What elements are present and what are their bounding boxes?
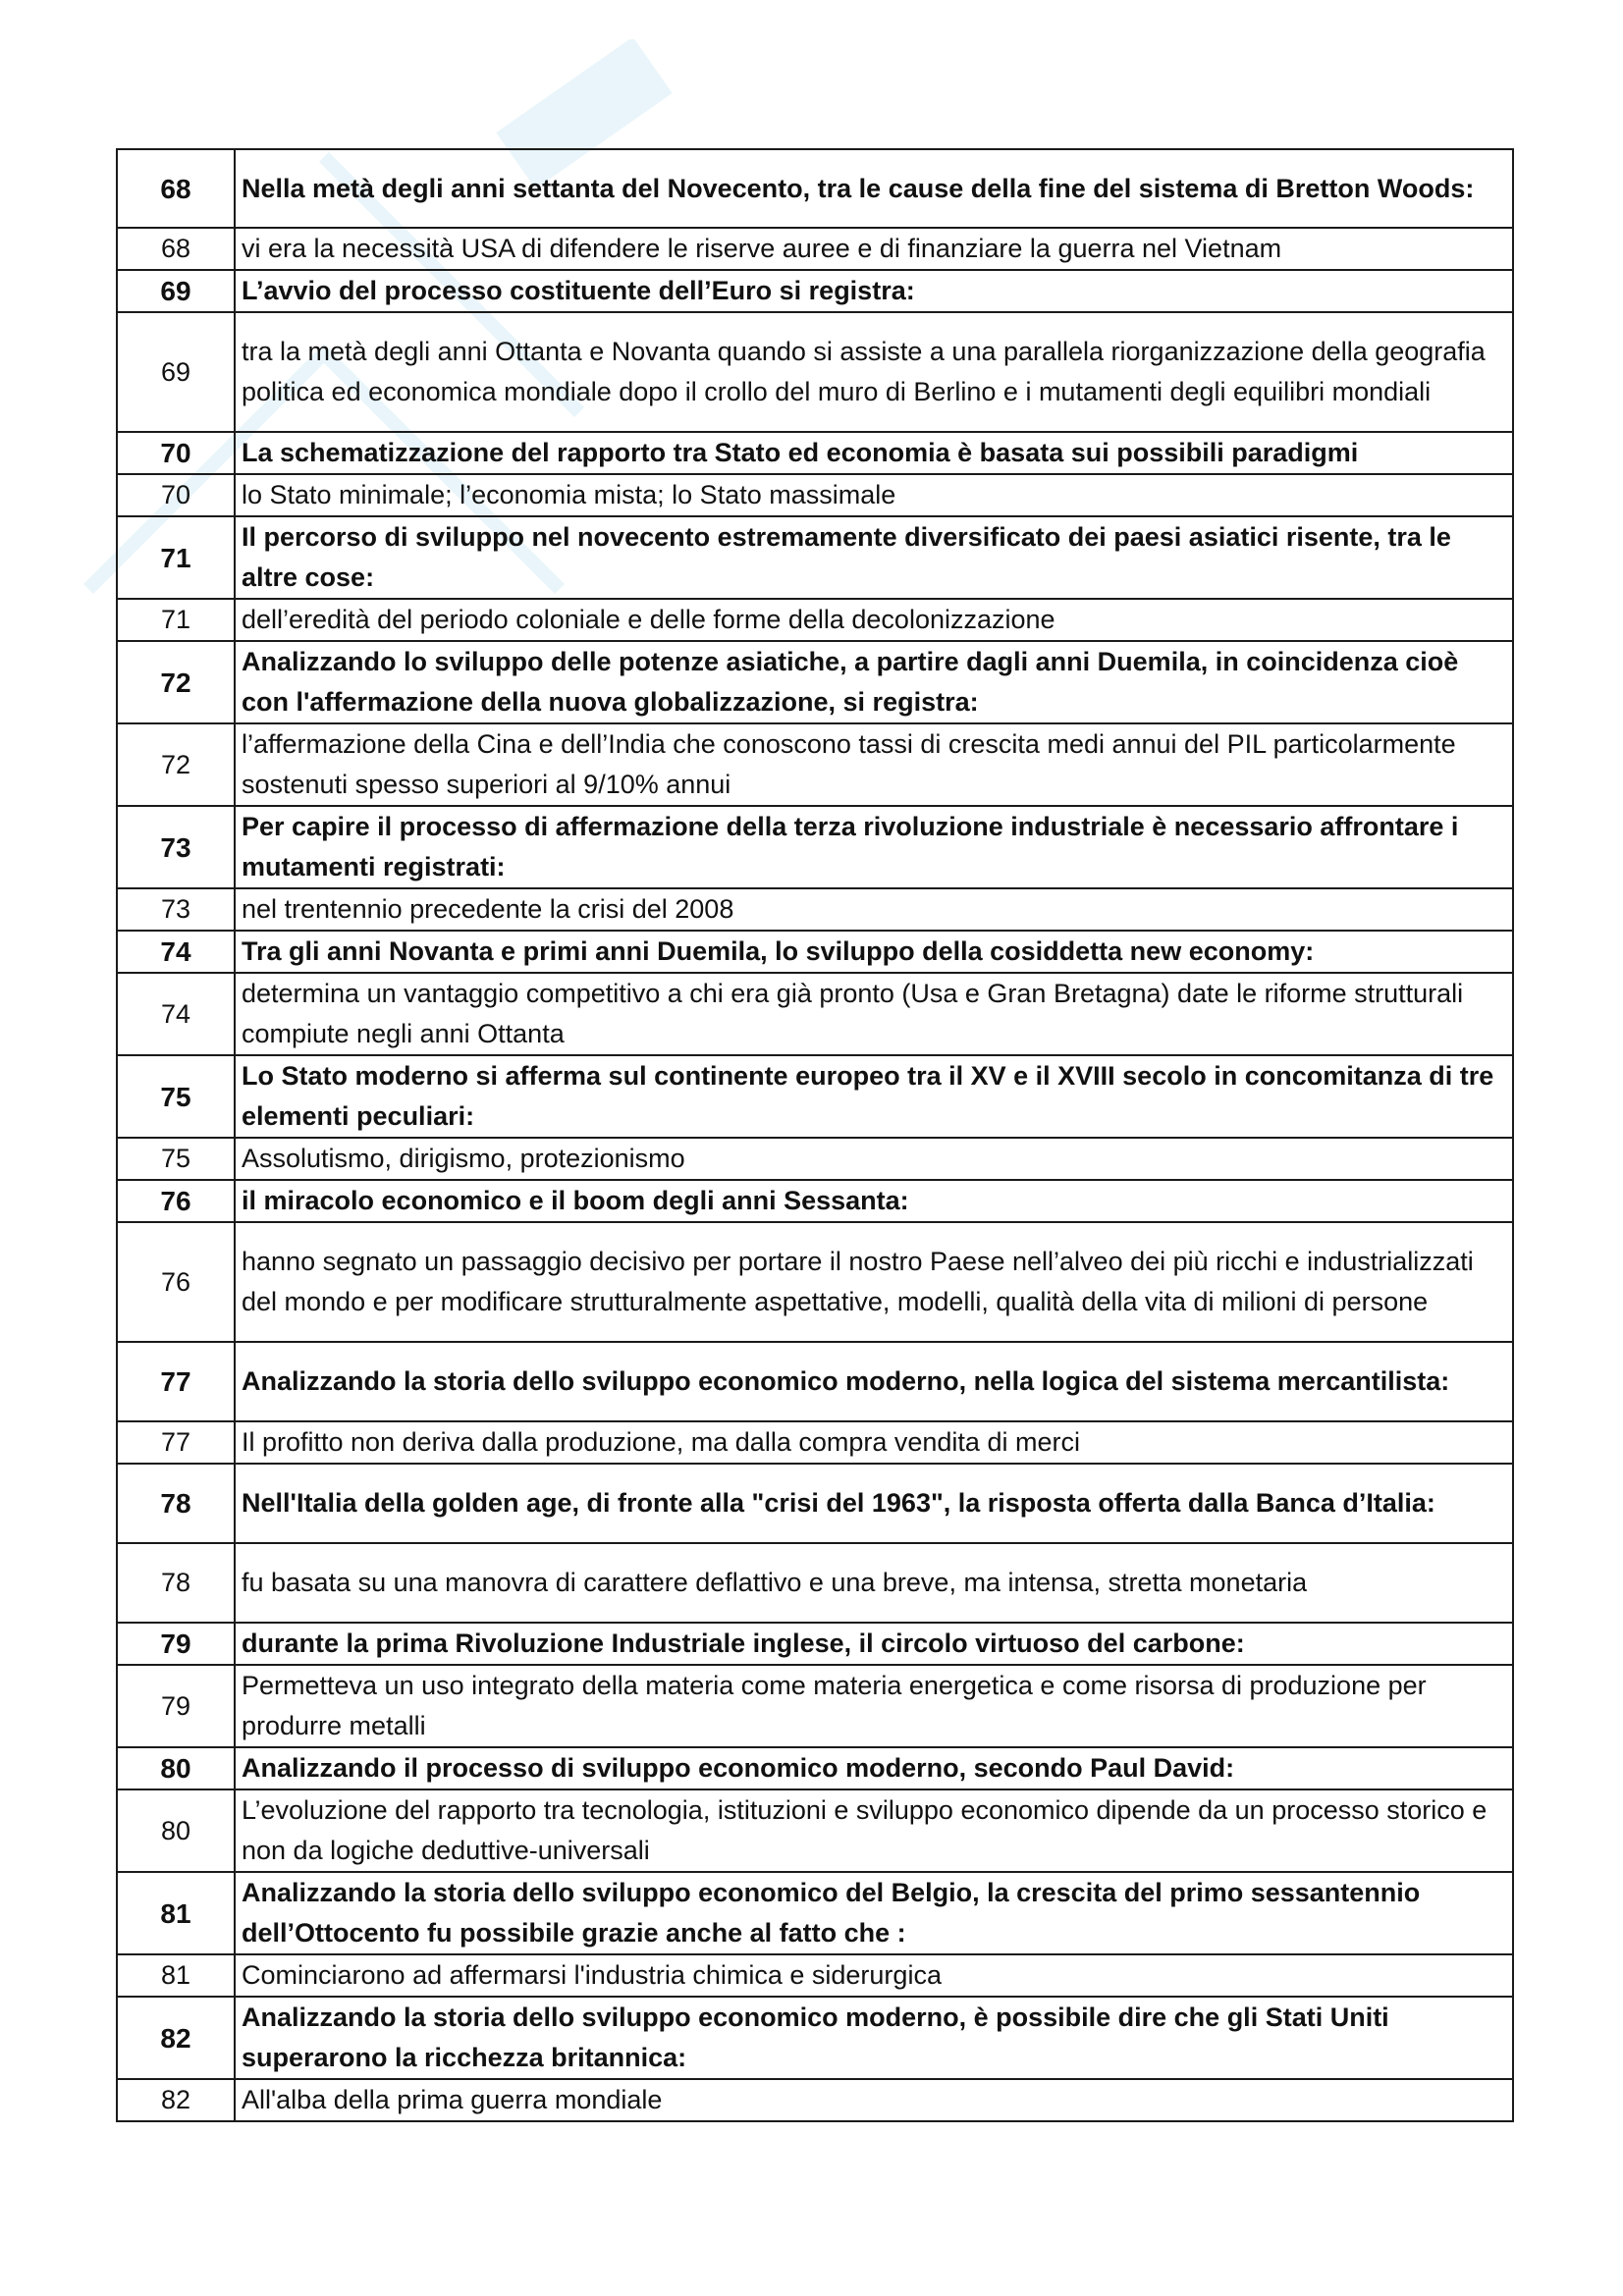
question-row [117, 516, 1513, 599]
qa-table [116, 148, 1514, 2122]
question-text: il miracolo economico e il boom degli anni Sessanta: [235, 1180, 1513, 1222]
question-row [117, 270, 1513, 312]
answer-text: hanno segnato un passaggio decisivo per portare il nostro Paese nell’alveo dei più ricchi e industrializzati del mondo e per modificare strutturalmente aspettative, modelli, qualità della vita di milioni di persone [235, 1222, 1513, 1342]
question-text: Analizzando la storia dello sviluppo economico moderno, è possibile dire che gli Stati Uniti superarono la ricchezza britannica: [235, 1997, 1513, 2079]
row-number: 73 [117, 806, 235, 888]
question-row [117, 1055, 1513, 1138]
row-number: 71 [117, 599, 235, 641]
question-text: Nella metà degli anni settanta del Novecento, tra le cause della fine del sistema di Bretton Woods: [235, 149, 1513, 228]
question-text: L’avvio del processo costituente dell’Euro si registra: [235, 270, 1513, 312]
question-row [117, 1872, 1513, 1954]
row-number: 79 [117, 1623, 235, 1665]
question-text: La schematizzazione del rapporto tra Stato ed economia è basata sui possibili paradigmi [235, 432, 1513, 474]
question-row [117, 806, 1513, 888]
answer-text: vi era la necessità USA di difendere le riserve auree e di finanziare la guerra nel Vietnam [235, 228, 1513, 270]
question-text: Nell'Italia della golden age, di fronte alla "crisi del 1963", la risposta offerta dalla Banca d’Italia: [235, 1464, 1513, 1543]
row-number: 81 [117, 1872, 235, 1954]
answer-row [117, 312, 1513, 432]
question-text: Per capire il processo di affermazione della terza rivoluzione industriale è necessario affrontare i mutamenti registrati: [235, 806, 1513, 888]
row-number: 75 [117, 1055, 235, 1138]
row-number: 82 [117, 1997, 235, 2079]
question-row [117, 149, 1513, 228]
row-number: 78 [117, 1543, 235, 1623]
question-row [117, 1464, 1513, 1543]
row-number: 70 [117, 432, 235, 474]
answer-text: L’evoluzione del rapporto tra tecnologia, istituzioni e sviluppo economico dipende da un processo storico e non da logiche deduttive-universali [235, 1789, 1513, 1872]
row-number: 69 [117, 312, 235, 432]
answer-row [117, 973, 1513, 1055]
row-number: 81 [117, 1954, 235, 1997]
row-number: 76 [117, 1180, 235, 1222]
question-text: Analizzando il processo di sviluppo economico moderno, secondo Paul David: [235, 1747, 1513, 1789]
answer-text: All'alba della prima guerra mondiale [235, 2079, 1513, 2121]
row-number: 80 [117, 1747, 235, 1789]
answer-row [117, 1138, 1513, 1180]
answer-text: Assolutismo, dirigismo, protezionismo [235, 1138, 1513, 1180]
answer-row [117, 723, 1513, 806]
answer-row [117, 474, 1513, 516]
row-number: 74 [117, 931, 235, 973]
answer-row [117, 2079, 1513, 2121]
answer-row [117, 1665, 1513, 1747]
answer-row [117, 1543, 1513, 1623]
row-number: 72 [117, 723, 235, 806]
row-number: 73 [117, 888, 235, 931]
question-row [117, 432, 1513, 474]
answer-text: Il profitto non deriva dalla produzione, ma dalla compra vendita di merci [235, 1421, 1513, 1464]
row-number: 78 [117, 1464, 235, 1543]
question-text: Il percorso di sviluppo nel novecento estremamente diversificato dei paesi asiatici risente, tra le altre cose: [235, 516, 1513, 599]
answer-text: nel trentennio precedente la crisi del 2008 [235, 888, 1513, 931]
question-row [117, 1747, 1513, 1789]
question-row [117, 641, 1513, 723]
answer-text: lo Stato minimale; l’economia mista; lo Stato massimale [235, 474, 1513, 516]
question-text: Lo Stato moderno si afferma sul continente europeo tra il XV e il XVIII secolo in concomitanza di tre elementi peculiari: [235, 1055, 1513, 1138]
row-number: 71 [117, 516, 235, 599]
answer-text: l’affermazione della Cina e dell’India che conoscono tassi di crescita medi annui del PIL particolarmente sostenuti spesso superiori al 9/10% annui [235, 723, 1513, 806]
answer-row [117, 1222, 1513, 1342]
row-number: 72 [117, 641, 235, 723]
row-number: 69 [117, 270, 235, 312]
question-text: Analizzando la storia dello sviluppo economico del Belgio, la crescita del primo sessantennio dell’Ottocento fu possibile grazie anche al fatto che : [235, 1872, 1513, 1954]
answer-text: Cominciarono ad affermarsi l'industria chimica e siderurgica [235, 1954, 1513, 1997]
question-text: durante la prima Rivoluzione Industriale inglese, il circolo virtuoso del carbone: [235, 1623, 1513, 1665]
answer-text: determina un vantaggio competitivo a chi era già pronto (Usa e Gran Bretagna) date le riforme strutturali compiute negli anni Ottanta [235, 973, 1513, 1055]
question-row [117, 1180, 1513, 1222]
question-row [117, 1342, 1513, 1421]
answer-row [117, 1421, 1513, 1464]
answer-row [117, 228, 1513, 270]
answer-row [117, 888, 1513, 931]
row-number: 77 [117, 1342, 235, 1421]
row-number: 82 [117, 2079, 235, 2121]
question-row [117, 1623, 1513, 1665]
answer-text: fu basata su una manovra di carattere deflattivo e una breve, ma intensa, stretta monetaria [235, 1543, 1513, 1623]
row-number: 79 [117, 1665, 235, 1747]
row-number: 68 [117, 228, 235, 270]
answer-text: tra la metà degli anni Ottanta e Novanta quando si assiste a una parallela riorganizzazione della geografia politica ed economica mondiale dopo il crollo del muro di Berlino e i mutamenti degli equilibri mondiali [235, 312, 1513, 432]
answer-row [117, 1789, 1513, 1872]
row-number: 74 [117, 973, 235, 1055]
question-row [117, 1997, 1513, 2079]
answer-row [117, 599, 1513, 641]
row-number: 76 [117, 1222, 235, 1342]
row-number: 77 [117, 1421, 235, 1464]
row-number: 68 [117, 149, 235, 228]
question-text: Tra gli anni Novanta e primi anni Duemila, lo sviluppo della cosiddetta new economy: [235, 931, 1513, 973]
question-text: Analizzando la storia dello sviluppo economico moderno, nella logica del sistema mercantilista: [235, 1342, 1513, 1421]
row-number: 75 [117, 1138, 235, 1180]
answer-text: dell’eredità del periodo coloniale e delle forme della decolonizzazione [235, 599, 1513, 641]
question-row [117, 931, 1513, 973]
answer-text: Permetteva un uso integrato della materia come materia energetica e come risorsa di produzione per produrre metalli [235, 1665, 1513, 1747]
row-number: 70 [117, 474, 235, 516]
answer-row [117, 1954, 1513, 1997]
qa-table-body [117, 149, 1513, 2121]
row-number: 80 [117, 1789, 235, 1872]
question-text: Analizzando lo sviluppo delle potenze asiatiche, a partire dagli anni Duemila, in coincidenza cioè con l'affermazione della nuova globalizzazione, si registra: [235, 641, 1513, 723]
